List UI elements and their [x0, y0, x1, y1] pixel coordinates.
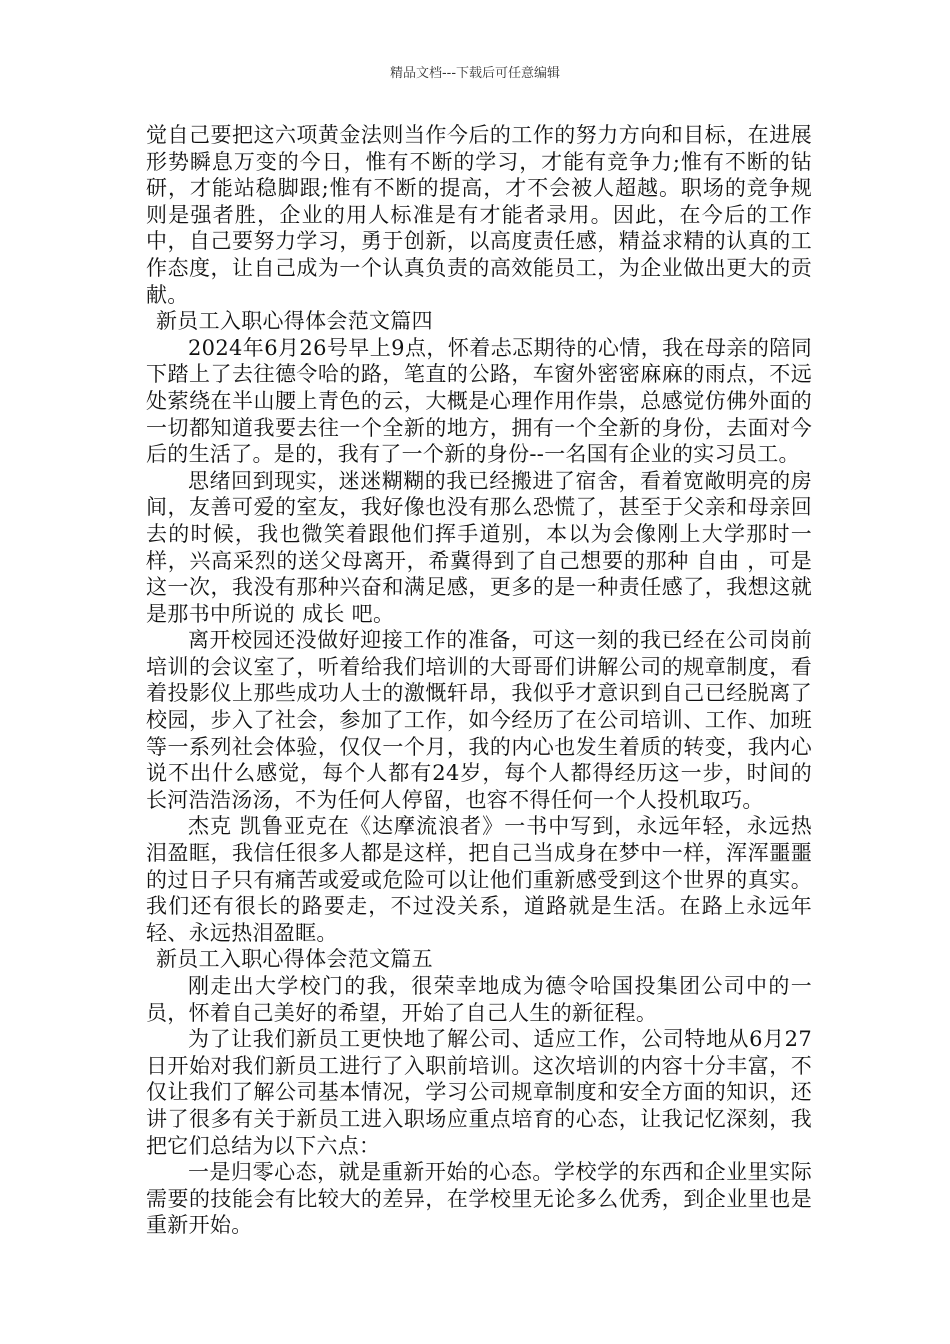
paragraph: 刚走出大学校门的我，很荣幸地成为德令哈国投集团公司中的一员，怀着自己美好的希望，开始了自己人生的新征程。	[146, 974, 812, 1025]
section-heading-5: 新员工入职心得体会范文篇五	[156, 947, 433, 972]
paragraph: 杰克 凯鲁亚克在《达摩流浪者》一书中写到，永远年轻，永远热泪盈眶，我信任很多人都是这样，把自己当成身在梦中一样，浑浑噩噩的过日子只有痛苦或爱或危险可以让他们重新感受到这个世界的真实。我们还有很长的路要走，不过没关系，道路就是生活。在路上永远年轻、永远热泪盈眶。	[146, 814, 812, 945]
paragraph: 思绪回到现实，迷迷糊糊的我已经搬进了宿舍，看着宽敞明亮的房间，友善可爱的室友，我好像也没有那么恐慌了，甚至于父亲和母亲回去的时候，我也微笑着跟他们挥手道别，本以为会像刚上大学那时一样，兴高采烈的送父母离开，希冀得到了自己想要的那种 自由 ，可是这一次，我没有那种兴奋和满足感，更多的是一种责任感了，我想这就是那书中所说的 成长 吧。	[146, 468, 812, 626]
paragraph: 离开校园还没做好迎接工作的准备，可这一刻的我已经在公司岗前培训的会议室了，听着给我们培训的大哥哥们讲解公司的规章制度，看着投影仪上那些成功人士的激慨轩昂，我似乎才意识到自己已经脱离了校园，步入了社会，参加了工作，如今经历了在公司培训、工作、加班等一系列社会体验，仅仅一个月，我的内心也发生着质的转变，我内心说不出什么感觉，每个人都有24岁，每个人都得经历这一步，时间的长河浩浩汤汤，不为任何人停留，也容不得任何一个人投机取巧。	[146, 628, 812, 812]
paragraph: 为了让我们新员工更快地了解公司、适应工作，公司特地从6月27日开始对我们新员工进行了入职前培训。这次培训的内容十分丰富，不仅让我们了解公司基本情况，学习公司规章制度和安全方面的知识，还讲了很多有关于新员工进入职场应重点培育的心态，让我记忆深刻，我把它们总结为以下六点：	[146, 1027, 812, 1158]
paragraph-continued: 觉自己要把这六项黄金法则当作今后的工作的努力方向和目标，在进展形势瞬息万变的今日，惟有不断的学习，才能有竞争力;惟有不断的钻研，才能站稳脚跟;惟有不断的提高，才不会被人超越。职场的竞争规则是强者胜，企业的用人标准是有才能者录用。因此，在今后的工作中，自己要努力学习，勇于创新，以高度责任感，精益求精的认真的工作态度，让自己成为一个认真负责的高效能员工，为企业做出更大的贡献。	[146, 123, 812, 307]
paragraph: 一是归零心态，就是重新开始的心态。学校学的东西和企业里实际需要的技能会有比较大的差异，在学校里无论多么优秀，到企业里也是重新开始。	[146, 1160, 812, 1238]
paragraph: 2024年6月26号早上9点，怀着忐忑期待的心情，我在母亲的陪同下踏上了去往德令哈的路，笔直的公路，车窗外密密麻麻的雨点，不远处萦绕在半山腰上青色的云，大概是心理作用作祟，总感觉仿佛外面的一切都知道我要去往一个全新的地方，拥有一个全新的身份，去面对今后的生活了。是的，我有了一个新的身份--一名国有企业的实习员工。	[146, 335, 812, 467]
document-body	[146, 122, 812, 1239]
section-heading-4: 新员工入职心得体会范文篇四	[156, 309, 433, 334]
page-header: 精品文档---下载后可任意编辑	[389, 66, 561, 81]
